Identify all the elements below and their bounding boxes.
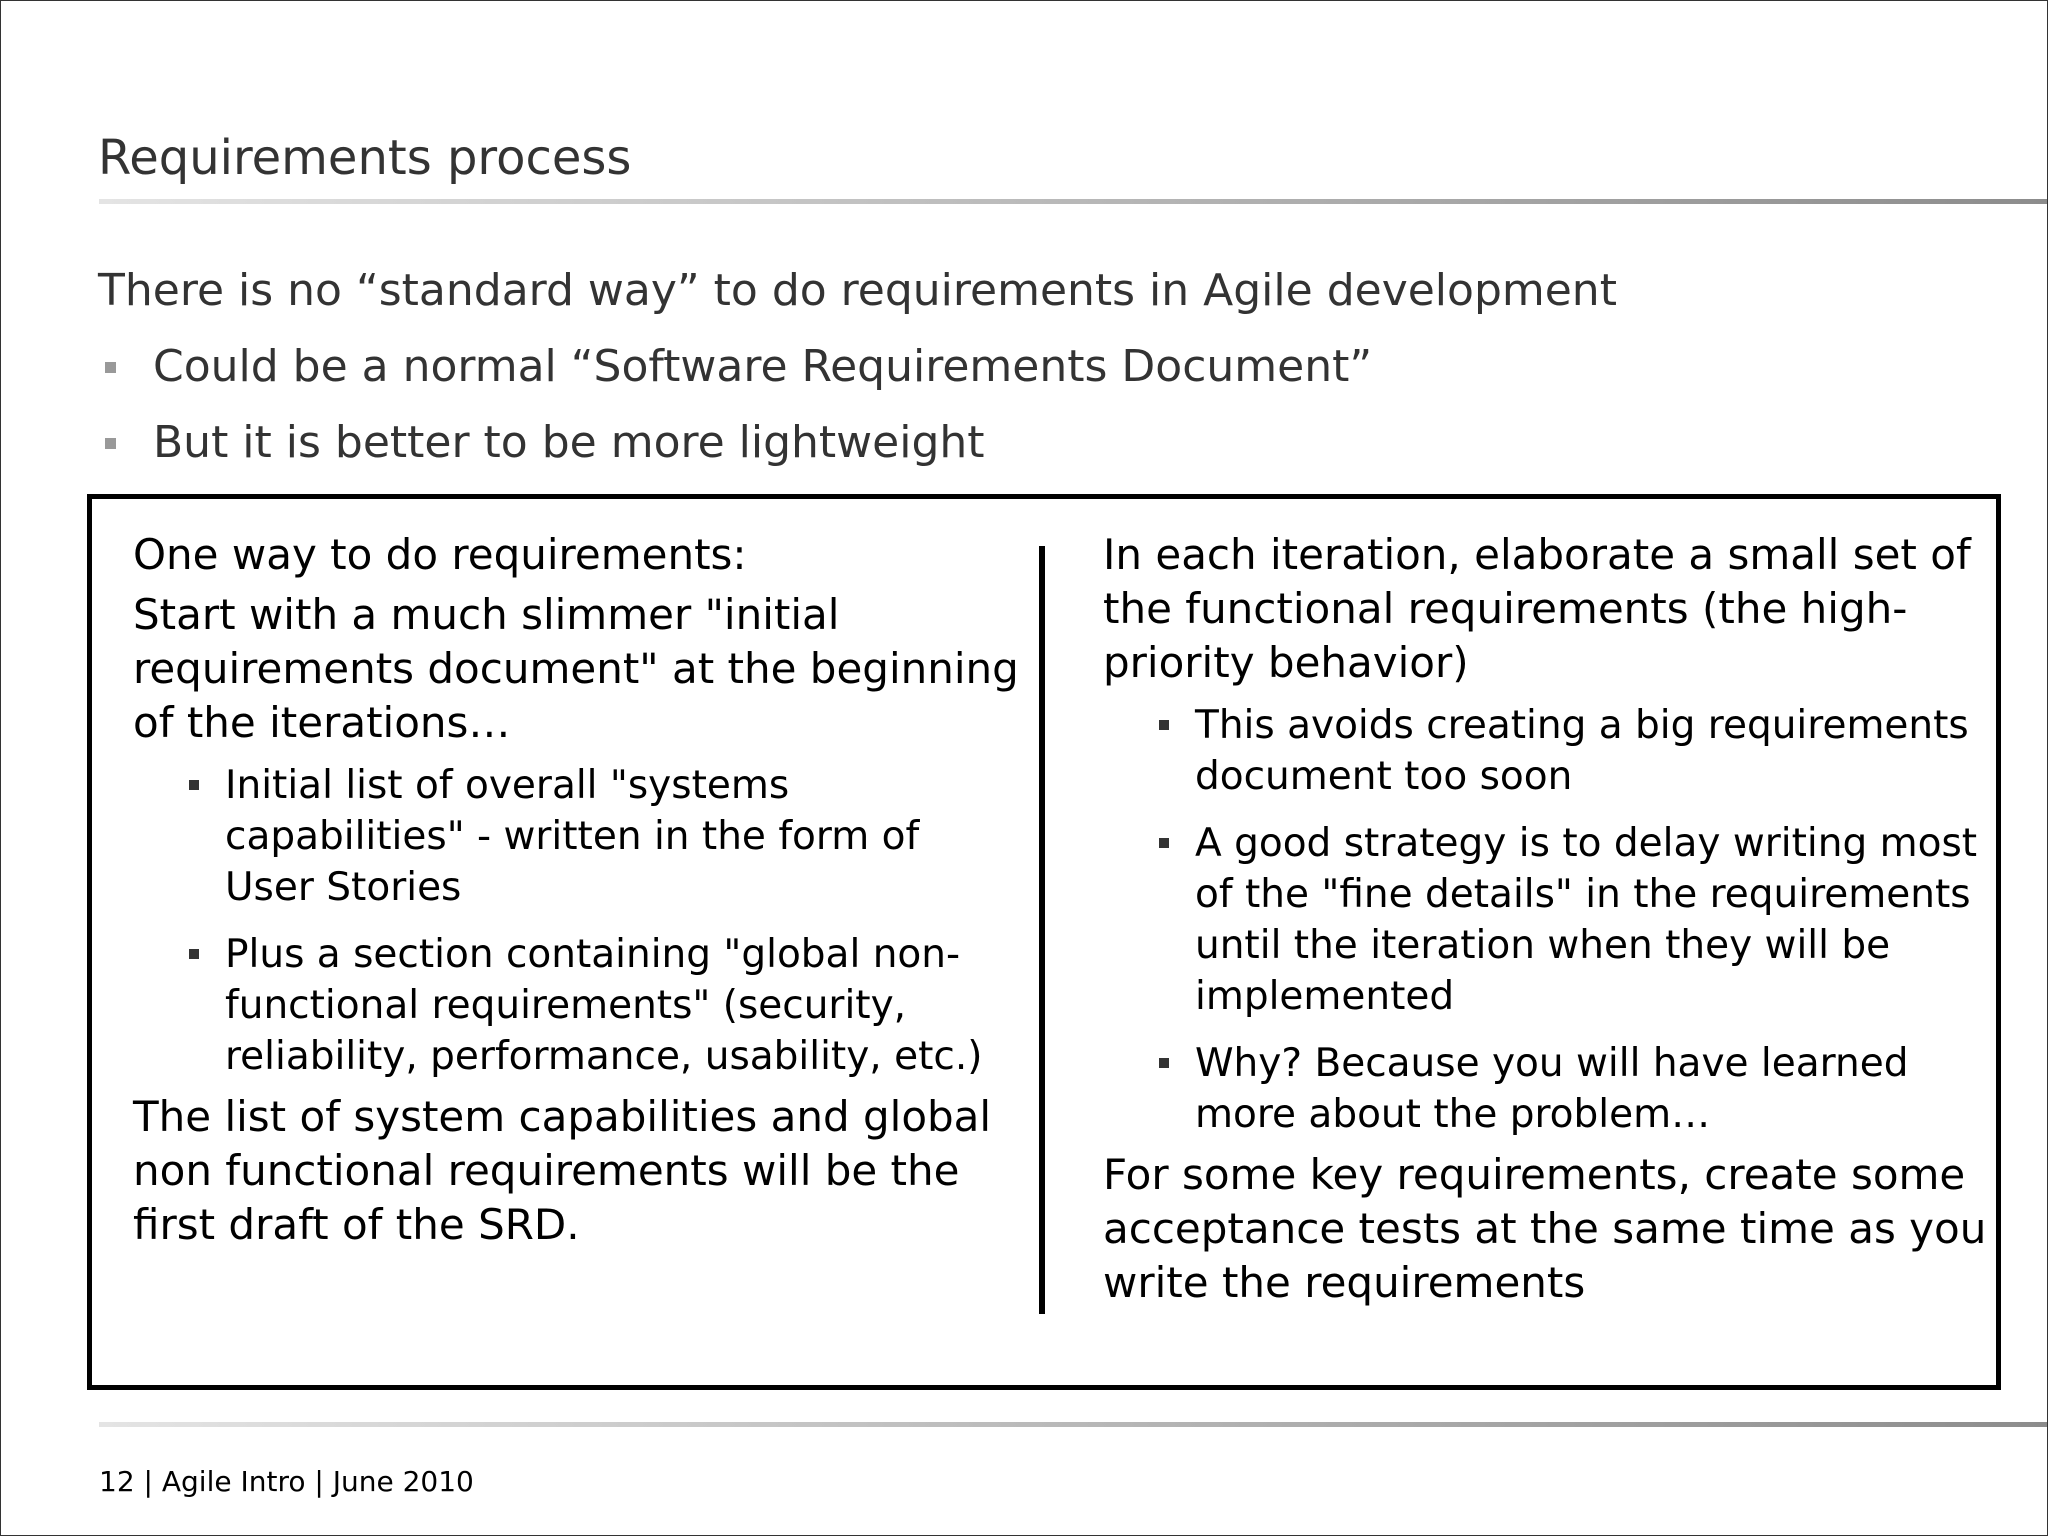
- text-line: write the requirements: [1103, 1258, 1586, 1307]
- bullet-square-icon: [189, 949, 199, 959]
- left-paragraph-1: [133, 588, 1033, 750]
- text-line: acceptance tests at the same time as you: [1103, 1204, 1987, 1253]
- text-line: In each iteration, elaborate a small set of: [1103, 530, 1971, 579]
- text-line: Start with a much slimmer "initial: [133, 590, 840, 639]
- list-item: [1103, 1038, 1983, 1140]
- left-bullet-list: [133, 760, 1033, 1082]
- text-line: of the "fine details" in the requirements: [1195, 872, 1971, 917]
- slide-title: Requirements process: [98, 130, 632, 186]
- text-line: priority behavior): [1103, 638, 1469, 687]
- bullet-square-icon: [189, 780, 199, 790]
- title-divider: [99, 199, 2048, 204]
- right-bullet-list: [1103, 700, 1983, 1140]
- list-item: [133, 760, 1033, 913]
- text-line: more about the problem…: [1195, 1092, 1711, 1137]
- text-line: document too soon: [1195, 754, 1573, 799]
- list-item: [1103, 818, 1983, 1022]
- bullet-square-icon: [105, 362, 116, 373]
- left-heading: One way to do requirements:: [133, 530, 747, 579]
- text-line: of the iterations…: [133, 698, 511, 747]
- text-line: until the iteration when they will be: [1195, 923, 1891, 968]
- footer-divider: [99, 1422, 2048, 1427]
- bullet-square-icon: [1159, 1058, 1169, 1068]
- intro-statement: There is no “standard way” to do requirements in Agile development: [98, 265, 1617, 316]
- text-line: This avoids creating a big requirements: [1195, 703, 1969, 748]
- text-line: For some key requirements, create some: [1103, 1150, 1966, 1199]
- text-line: functional requirements" (security,: [225, 983, 907, 1028]
- text-line: requirements document" at the beginning: [133, 644, 1019, 693]
- text-line: User Stories: [225, 865, 462, 910]
- column-divider: [1039, 546, 1045, 1314]
- text-line: capabilities" - written in the form of: [225, 814, 920, 859]
- right-column: [1103, 528, 1987, 1310]
- text-line: first draft of the SRD.: [133, 1200, 580, 1249]
- bullet-square-icon: [1159, 720, 1169, 730]
- slide-footer: 12 | Agile Intro | June 2010: [99, 1465, 474, 1498]
- intro-bullet-text: Could be a normal “Software Requirements Document”: [153, 341, 1373, 392]
- text-line: non functional requirements will be the: [133, 1146, 960, 1195]
- right-paragraph-2: [1103, 1148, 1987, 1310]
- intro-bullet-text: But it is better to be more lightweight: [153, 417, 985, 468]
- text-line: Plus a section containing "global non-: [225, 932, 961, 977]
- text-line: Why? Because you will have learned: [1195, 1041, 1909, 1086]
- right-paragraph-1: [1103, 528, 1983, 690]
- left-paragraph-2: [133, 1090, 1033, 1252]
- text-line: The list of system capabilities and global: [133, 1092, 992, 1141]
- text-line: Initial list of overall "systems: [225, 763, 790, 808]
- text-line: implemented: [1195, 974, 1455, 1019]
- left-column: [133, 528, 1033, 1252]
- bullet-square-icon: [1159, 838, 1169, 848]
- text-line: A good strategy is to delay writing most: [1195, 821, 1978, 866]
- text-line: reliability, performance, usability, etc.): [225, 1034, 983, 1079]
- text-line: the functional requirements (the high-: [1103, 584, 1908, 633]
- bullet-square-icon: [105, 438, 116, 449]
- list-item: [1103, 700, 1983, 802]
- list-item: [133, 929, 1033, 1082]
